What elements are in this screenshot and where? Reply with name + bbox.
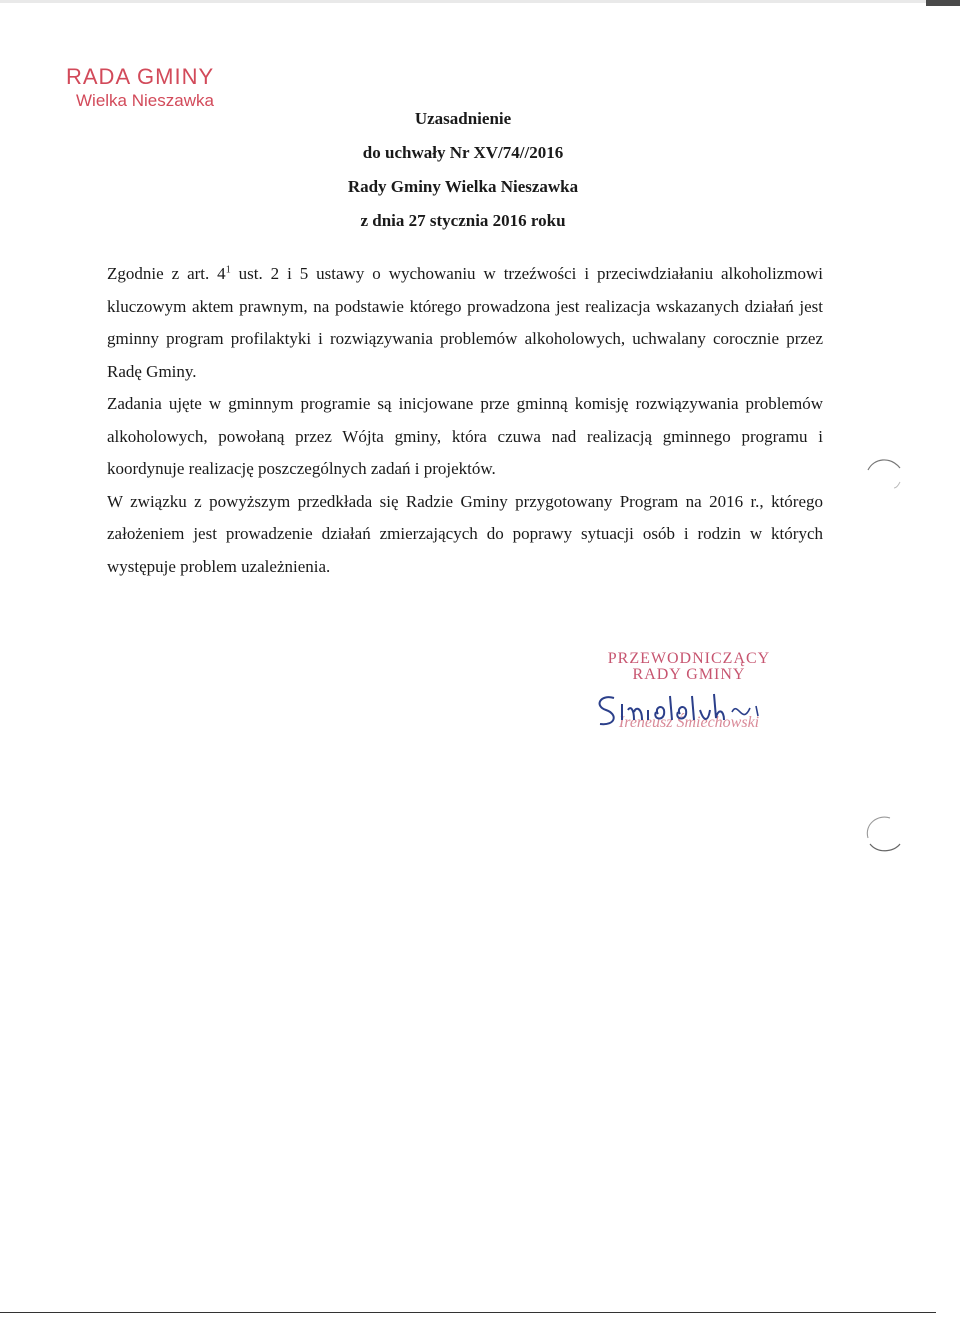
- resolution-date: z dnia 27 stycznia 2016 roku: [360, 211, 566, 230]
- council-name: RADY GMINY: [632, 666, 746, 683]
- stamp-municipality-name: Wielka Nieszawka: [76, 91, 214, 110]
- scan-edge-bottom: [0, 1312, 936, 1313]
- issuing-body: Rady Gminy Wielka Nieszawka: [347, 177, 579, 196]
- scan-corner-mark: [926, 0, 960, 6]
- paragraph-program-submission: W związku z powyższym przedkłada się Radzie Gminy przygotowany Program na 2016 r., którego założeniem jest prowadzenie działań zmierzających do poprawy sytuacji osób i rodzin w których występuje problem uzależnienia.: [107, 491, 823, 576]
- punch-hole-mark-upper: [864, 452, 904, 492]
- resolution-number: do uchwały Nr XV/74//2016: [362, 143, 564, 162]
- paragraph-legal-basis-start: Zgodnie z art. 4: [107, 264, 226, 283]
- scan-edge-top: [0, 0, 960, 3]
- punch-hole-mark-lower: [860, 808, 906, 858]
- paragraph-commission-tasks: Zadania ujęte w gminnym programie są inicjowane prze gminną komisję rozwiązywania problemów alkoholowych, powołaną przez Wójta gminy, która czuwa nad realizacją gminnego programu i koordynuje realizację poszczególnych zadań i projektów.: [107, 394, 823, 478]
- stamp-council-name: RADA GMINY: [66, 64, 215, 89]
- document-title-block: [0, 102, 926, 238]
- paragraph-legal-basis-rest: ust. 2 i 5 ustawy o wychowaniu w trzeźwości i przeciwdziałaniu alkoholizmowi kluczowym aktem prawnym, na podstawie którego prowadzona jest realizacja wskazanych działań jest gminny program profilaktyki i rozwiązywania problemów alkoholowych, uchwalany corocznie przez Radę Gminy.: [107, 264, 823, 381]
- justification-body: [107, 258, 823, 583]
- paragraph-legal-basis: [107, 258, 823, 388]
- handwritten-signature: [592, 686, 802, 736]
- chairman-name: Ireneusz Śmiechowski: [618, 714, 760, 731]
- chairman-title: PRZEWODNICZĄCY: [607, 650, 771, 667]
- document-title: Uzasadnienie: [414, 109, 512, 128]
- article-superscript: 1: [225, 264, 231, 276]
